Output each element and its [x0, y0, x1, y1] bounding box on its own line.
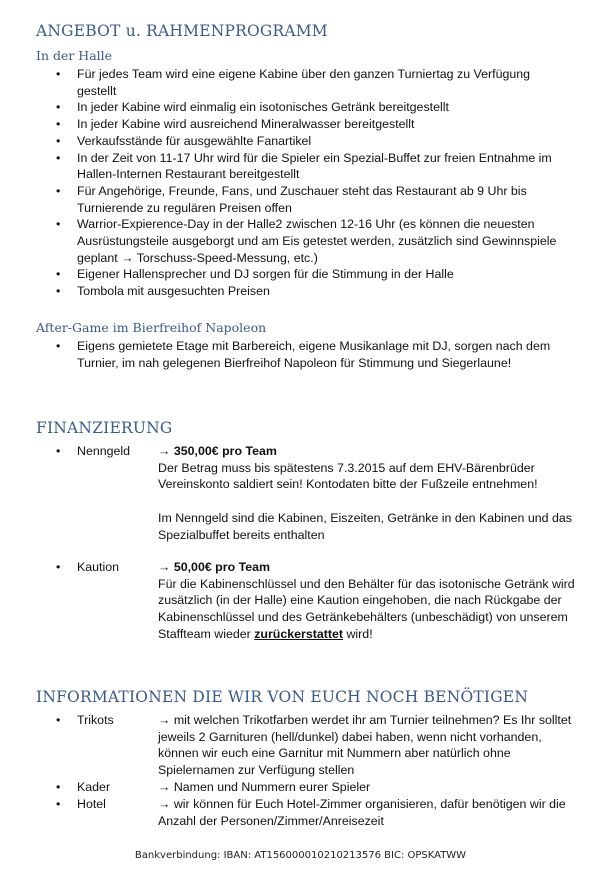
bullet-icon: • — [56, 780, 61, 794]
kader-label: Kader — [77, 780, 111, 794]
subheading-after-game: After-Game im Bierfreihof Napoleon — [36, 320, 267, 335]
kaution-details — [158, 559, 578, 643]
bullet-icon: • — [56, 284, 61, 299]
bullet-icon: • — [56, 217, 61, 232]
bullet-icon: • — [56, 560, 61, 574]
kader-text: → Namen und Nummern eurer Spieler — [158, 780, 371, 794]
bullet-icon: • — [56, 713, 61, 727]
nenngeld-included-text: Im Nenngeld sind die Kabinen, Eiszeiten, Getränke in den Kabinen und das Spezialbuffet bereits enthalten — [158, 510, 572, 542]
trikots-text: → mit welchen Trikotfarben werdet ihr am Turnier teilnehmen? Es Ihr solltet jeweils 2 Garnituren (hell/dunkel) dabei haben, wenn nicht vorhanden, können wir euch eine Garnitur mit Nummern aber natürlich ohne Spielernamen zur Verfügung stellen — [158, 713, 572, 778]
hotel-label: Hotel — [77, 797, 106, 811]
list-item: • Eigens gemietete Etage mit Barbereich, eigene Musikanlage mit DJ, sorgen nach dem Turnier, im nah gelegenen Bierfreihof Napoleon für Stimmung und Siegerlaune! — [56, 339, 551, 370]
subheading-in-der-halle: In der Halle — [36, 48, 113, 63]
refund-emphasis: zurückerstattet — [254, 626, 344, 641]
list-item: • In jeder Kabine wird einmalig ein isotonisches Getränk bereitgestellt — [56, 100, 449, 115]
nenngeld-deadline-text: Der Betrag muss bis spätestens 7.3.2015 auf dem EHV-Bärenbrüder Vereinskonto saldiert sein! Kontodaten bitte der Fußzeile entnehmen! — [158, 460, 538, 492]
nenngeld-label: Nenngeld — [77, 444, 131, 458]
bullet-icon: • — [56, 117, 61, 132]
hotel-text: → wir können für Euch Hotel-Zimmer organisieren, dafür benötigen wir die Anzahl der Personen/Zimmer/Anreisezeit — [158, 797, 566, 828]
trikots-label: Trikots — [77, 713, 114, 727]
kaution-amount: → 50,00€ pro Team — [158, 560, 271, 574]
kaution-label: Kaution — [77, 560, 120, 574]
bullet-icon: • — [56, 67, 61, 81]
bullet-icon: • — [56, 339, 61, 353]
list-item: • In jeder Kabine wird ausreichend Mineralwasser bereitgestellt — [56, 117, 415, 132]
list-item: • Eigener Hallensprecher und DJ sorgen für die Stimmung in der Halle — [56, 267, 454, 282]
bullet-icon: • — [56, 267, 61, 282]
list-item: • In der Zeit von 11-17 Uhr wird für die Spieler ein Spezial-Buffet zur freien Entnahme im Hallen-Internen Restaurant bereitgestellt — [56, 150, 552, 182]
bullet-icon: • — [56, 183, 61, 198]
heading-informationen: INFORMATIONEN DIE WIR VON EUCH NOCH BENÖTIGEN — [36, 688, 529, 706]
bullet-icon: • — [56, 444, 61, 458]
bullet-icon: • — [56, 150, 61, 165]
bullet-icon: • — [56, 100, 61, 115]
kaution-text: Für die Kabinenschlüssel und den Behälter für das isotonische Getränk wird zusätzlich (in der Halle) eine Kaution eingehoben, die nach Rückgabe der Kabinenschlüssel und des Getränkebehälters (unbeschädigt) von unserem Staffteam wieder zurückerstattet wird! — [158, 576, 575, 641]
list-item: • Für Angehörige, Freunde, Fans, und Zuschauer steht das Restaurant ab 9 Uhr bis Turnierende zu regulären Preisen offen — [56, 183, 527, 215]
aftergame-list — [0, 338, 557, 371]
heading-angebot: ANGEBOT u. RAHMENPROGRAMM — [36, 22, 328, 40]
list-item: • Warrior-Expierence-Day in der Halle2 zwischen 12-16 Uhr (es können die neuesten Ausrüstungsteile ausgeborgt und am Eis getestet werden, zusätzlich sind Gewinnspiele geplant → Torschuss-Speed-Messung, etc.) — [56, 217, 557, 265]
list-item: • Für jedes Team wird eine eigene Kabine über den ganzen Turniertag zu Verfügung gestellt — [56, 67, 531, 98]
list-item: • Tombola mit ausgesuchten Preisen — [56, 284, 270, 299]
bullet-icon: • — [56, 133, 61, 148]
footer-bank-details: Bankverbindung: IBAN: AT156000010210213576 BIC: OPSKATWW — [134, 850, 467, 861]
halle-list — [0, 66, 557, 300]
nenngeld-amount: → 350,00€ pro Team — [158, 444, 277, 458]
list-item: • Verkaufsstände für ausgewählte Fanartikel — [56, 133, 312, 148]
bullet-icon: • — [56, 797, 61, 811]
nenngeld-details — [158, 443, 578, 543]
heading-finanzierung: FINANZIERUNG — [36, 419, 173, 437]
